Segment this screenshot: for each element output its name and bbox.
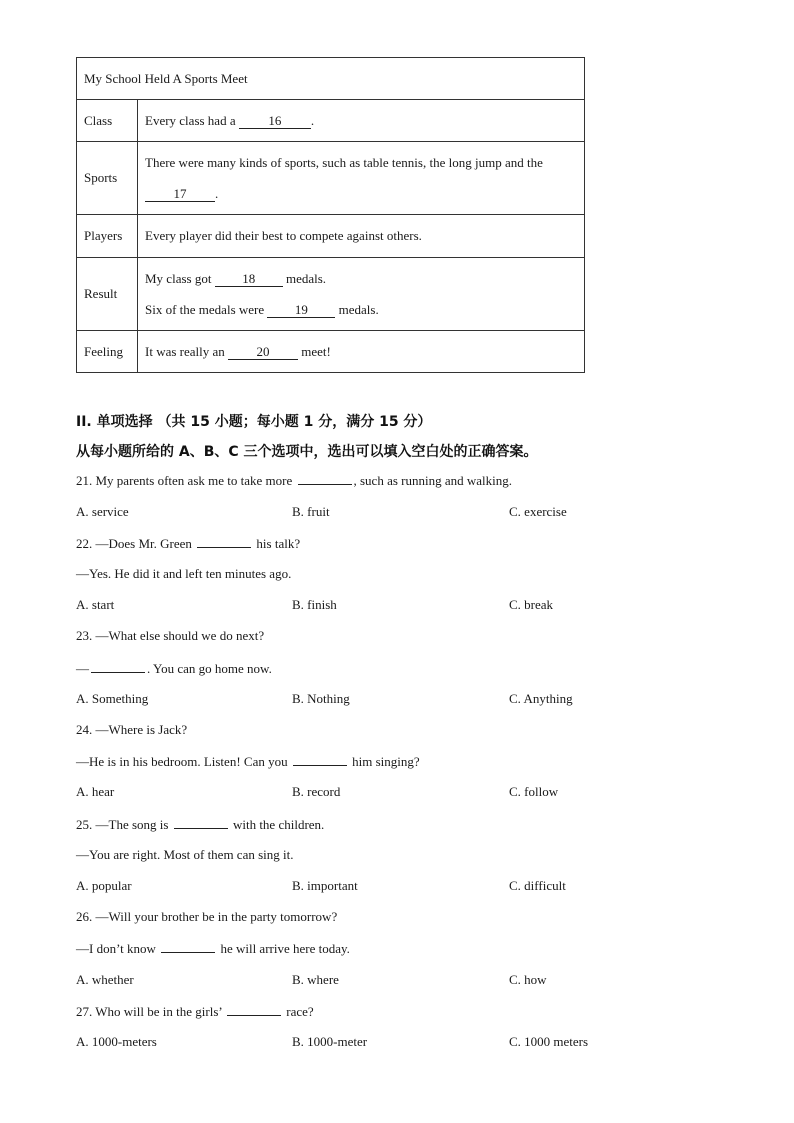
question-line [76, 753, 420, 770]
option-c: C. difficult [509, 878, 566, 893]
question-line [76, 940, 350, 957]
option-b: B. fruit [292, 504, 330, 519]
row-label-class: Class [77, 100, 138, 142]
option-a: A. start [76, 597, 115, 612]
question-line [76, 628, 264, 644]
blank-17: 17 [145, 187, 215, 202]
question-text: 21. My parents often ask me to take more [76, 473, 296, 488]
row-text-end: medals. [285, 271, 327, 286]
question-text: 25. —The song is [76, 817, 172, 832]
option-a: A. Something [76, 691, 149, 706]
row-content-class [138, 100, 585, 142]
table-title-row [77, 58, 585, 100]
option-b: B. record [292, 784, 341, 799]
answer-blank [91, 660, 145, 673]
option-b: B. finish [292, 597, 337, 612]
option-a: A. popular [76, 878, 132, 893]
question-text: — [76, 661, 89, 676]
question-line [76, 816, 324, 833]
question-line [76, 847, 294, 863]
row-text: It was really an [145, 343, 225, 359]
table-row [77, 215, 585, 258]
table-row [77, 100, 585, 142]
answer-blank [161, 940, 215, 953]
blank-16: 16 [239, 114, 311, 129]
option-a: A. service [76, 504, 129, 519]
blank-19: 19 [267, 303, 335, 318]
question-text: 24. —Where is Jack? [76, 722, 188, 737]
question-line [76, 660, 272, 677]
question-line [76, 472, 512, 489]
result-line-1 [145, 263, 577, 294]
row-label-sports: Sports [77, 142, 138, 215]
row-text-end: . [215, 186, 219, 201]
option-b: B. 1000-meter [292, 1034, 368, 1049]
option-a: A. 1000-meters [76, 1034, 157, 1049]
sports-meet-table [76, 57, 585, 373]
question-line [76, 909, 337, 925]
question-text: —You are right. Most of them can sing it. [76, 847, 294, 862]
question-text: 27. Who will be in the girls’ [76, 1004, 225, 1019]
blank-20: 20 [228, 345, 298, 360]
option-c: C. break [509, 597, 554, 612]
option-c: C. Anything [509, 691, 573, 706]
question-line [76, 1003, 314, 1020]
row-text: Every class had a [145, 112, 236, 128]
option-a: A. whether [76, 972, 134, 987]
row-text: There were many kinds of sports, such as table tennis, the long jump and the [145, 155, 543, 170]
row-content-players: Every player did their best to compete against others. [138, 215, 585, 258]
question-line [76, 535, 300, 552]
question-text: . You can go home now. [147, 661, 272, 676]
question-text: he will arrive here today. [217, 941, 350, 956]
option-b: B. Nothing [292, 691, 350, 706]
question-text: 23. —What else should we do next? [76, 628, 265, 643]
answer-blank [298, 472, 352, 485]
row-content-feeling [138, 331, 585, 373]
question-text: —He is in his bedroom. Listen! Can you [76, 754, 291, 769]
table-row [77, 258, 585, 331]
option-c: C. follow [509, 784, 559, 799]
option-c: C. 1000 meters [509, 1034, 589, 1049]
table-row [77, 331, 585, 373]
question-text: his talk? [253, 536, 301, 551]
question-text: with the children. [229, 817, 325, 832]
question-text: , such as running and walking. [353, 473, 513, 488]
answer-blank [174, 816, 228, 829]
section-heading: II. 单项选择 （共 15 小题；每小题 1 分，满分 15 分） [76, 414, 432, 430]
section-instruction: 从每小题所给的 A、B、C 三个选项中，选出可以填入空白处的正确答案。 [76, 444, 538, 460]
question-text: him singing? [348, 754, 420, 769]
answer-blank [293, 753, 347, 766]
question-text: 22. —Does Mr. Green [76, 536, 196, 551]
question-text: race? [283, 1004, 314, 1019]
question-text: —I don’t know [76, 941, 160, 956]
row-content-sports [138, 142, 585, 215]
answer-blank [197, 535, 251, 548]
row-text-end: . [310, 112, 315, 128]
option-b: B. important [292, 878, 358, 893]
option-b: B. where [292, 972, 339, 987]
row-label-players: Players [77, 215, 138, 258]
row-text-end: meet! [301, 343, 331, 359]
question-text: 26. —Will your brother be in the party tomorrow? [76, 909, 338, 924]
row-text: My class got [145, 271, 212, 286]
question-text: —Yes. He did it and left ten minutes ago. [76, 566, 292, 581]
table-row [77, 142, 585, 215]
row-label-result: Result [77, 258, 138, 331]
question-line [76, 722, 187, 738]
row-text: Six of the medals were [145, 302, 265, 317]
row-text-end: medals. [338, 302, 379, 317]
answer-blank [227, 1003, 281, 1016]
row-label-feeling: Feeling [77, 331, 138, 373]
option-a: A. hear [76, 784, 115, 799]
blank-18: 18 [215, 272, 283, 287]
question-line [76, 566, 291, 582]
option-c: C. exercise [509, 504, 567, 519]
row-content-result [138, 258, 585, 331]
option-c: C. how [509, 972, 547, 987]
result-line-2 [145, 294, 577, 325]
table-title: My School Held A Sports Meet [77, 58, 585, 100]
